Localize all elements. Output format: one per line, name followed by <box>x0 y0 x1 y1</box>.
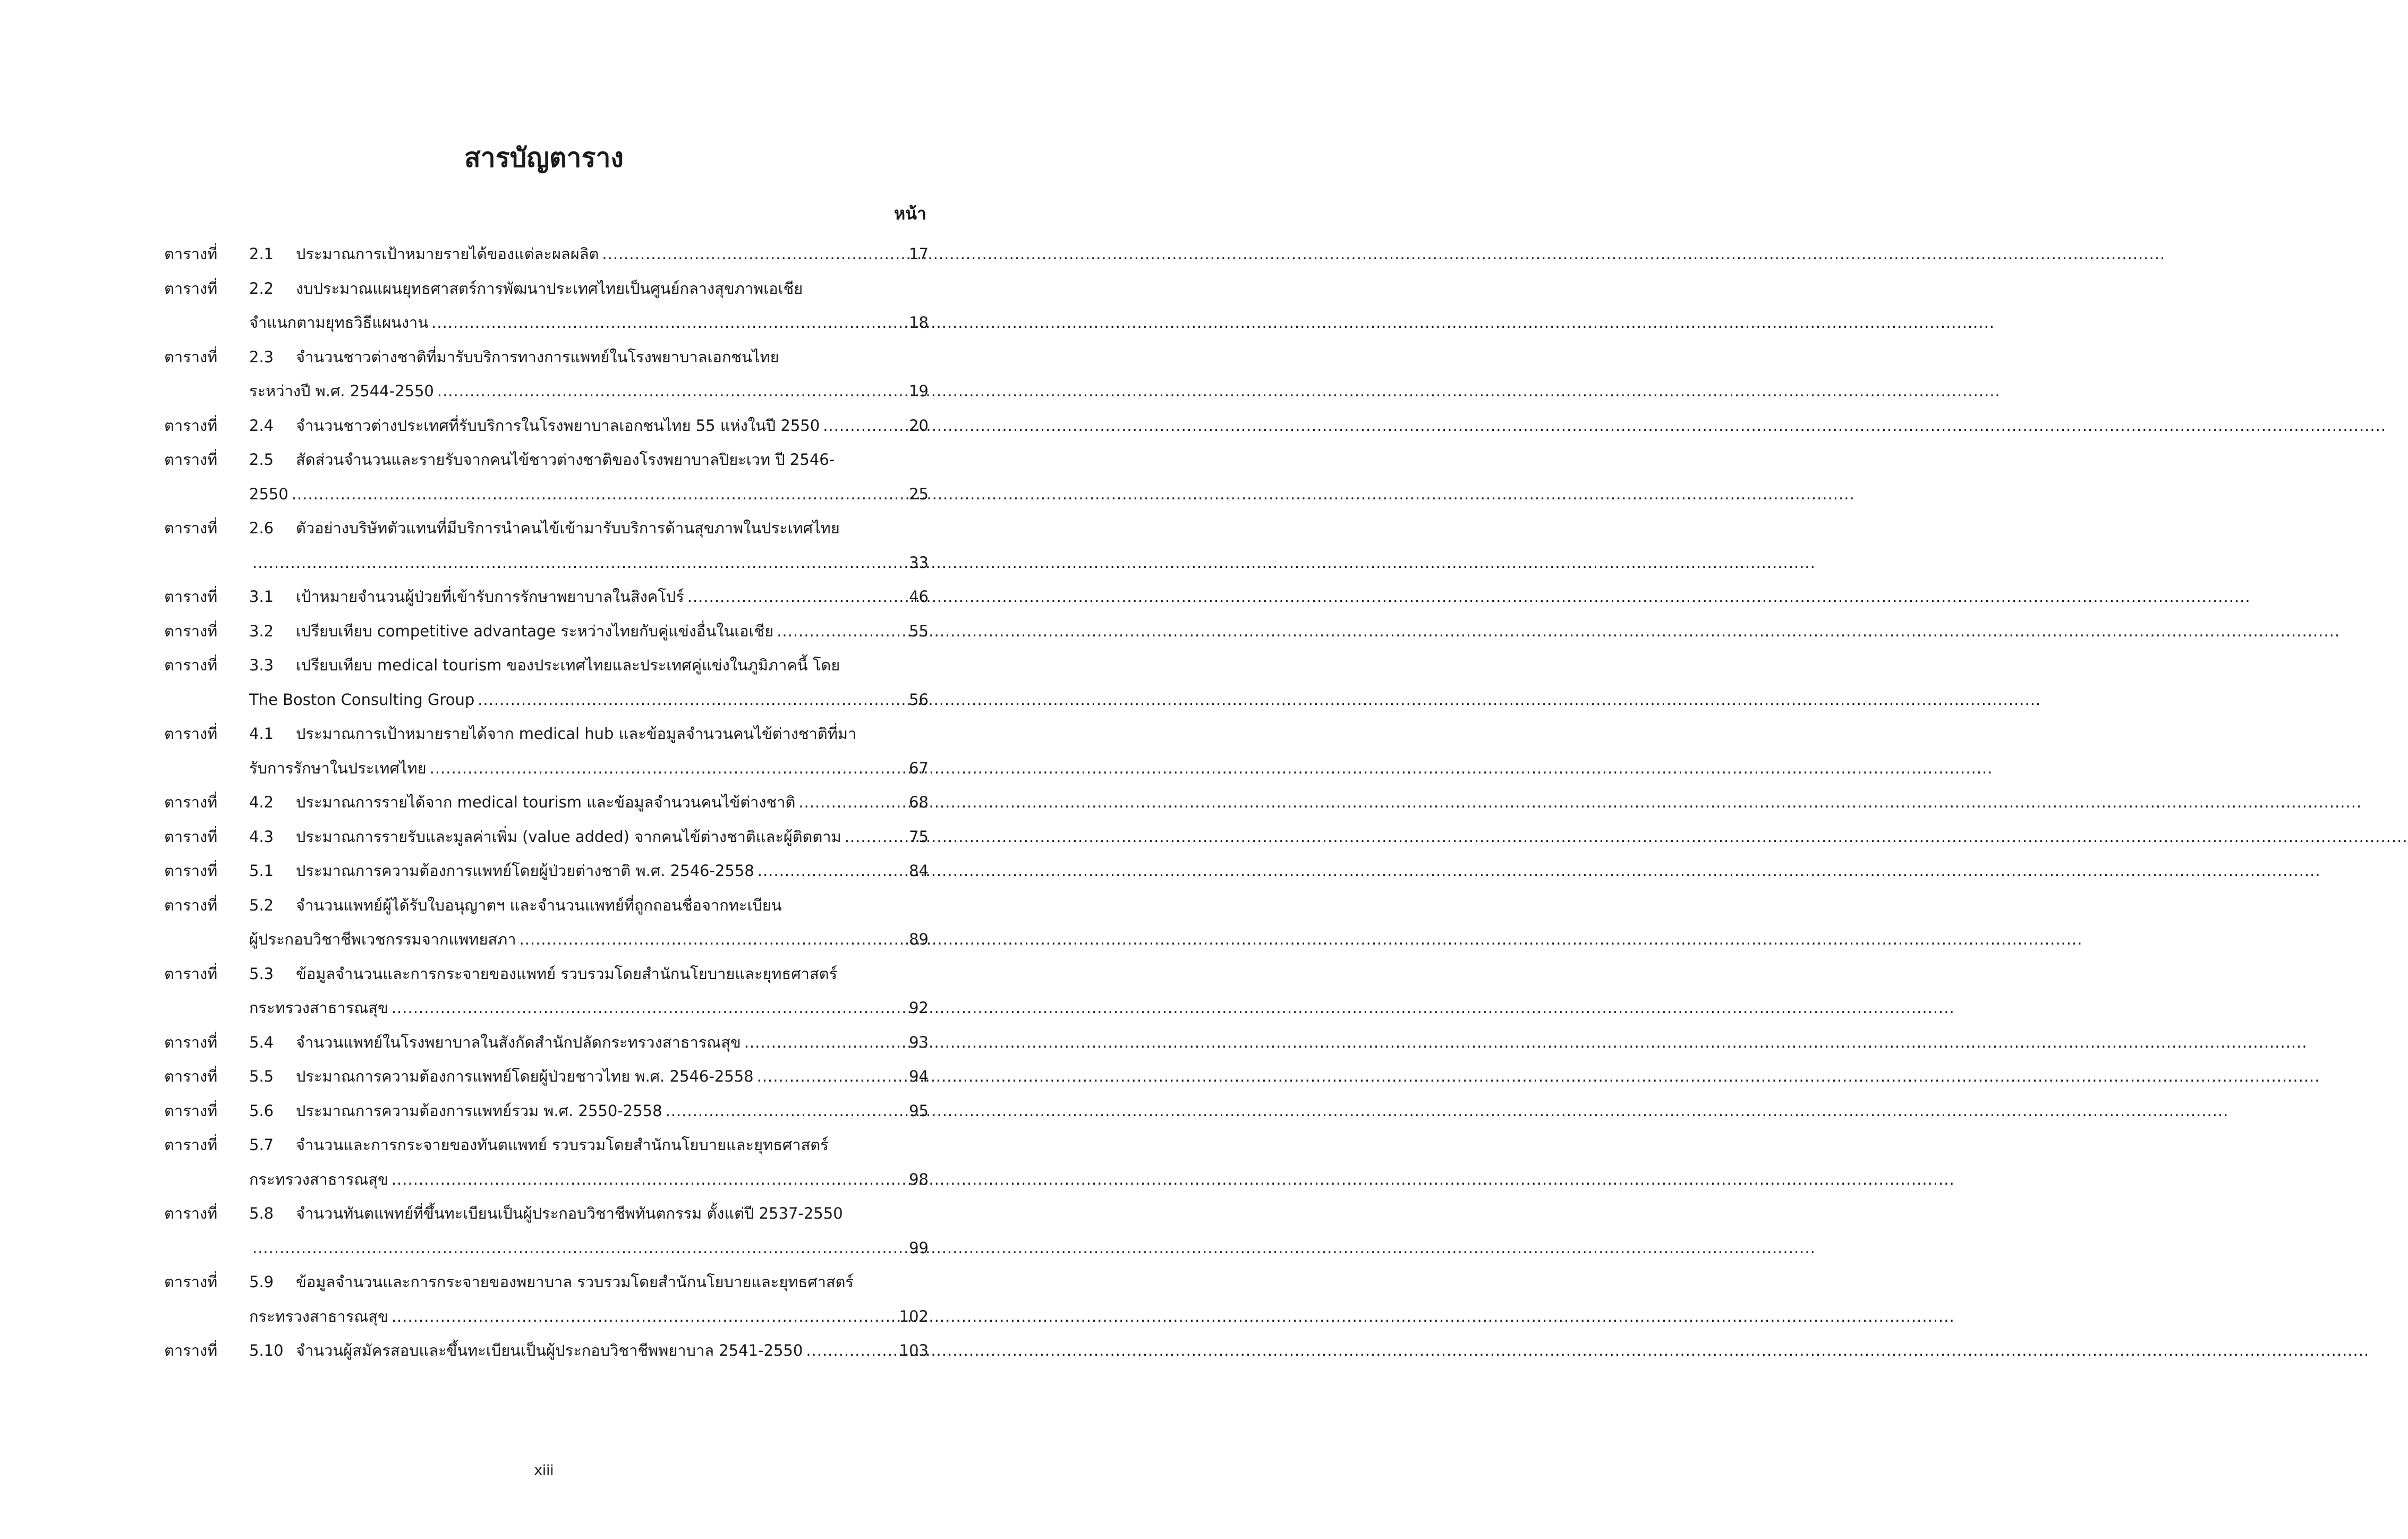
entry-page-number: 84 <box>909 862 929 880</box>
entry-page-number: 92 <box>909 999 929 1017</box>
entry-prefix: ตารางที่ <box>164 347 218 366</box>
entry-page-number: 98 <box>909 1170 929 1188</box>
dot-leader <box>478 683 906 717</box>
toc-entry <box>164 614 929 649</box>
entry-page-number: 19 <box>909 382 929 400</box>
entry-title: จำนวนและการกระจายของทันตแพทย์ รวบรวมโดยสำนักนโยบายและยุทธศาสตร์ <box>296 1136 829 1154</box>
dot-leader <box>845 820 906 854</box>
toc-entry-line <box>164 648 929 683</box>
entry-number: 5.4 <box>249 1033 274 1051</box>
dot-leader <box>430 751 906 786</box>
entry-prefix: ตารางที่ <box>164 1033 218 1051</box>
entry-title: ประมาณการความต้องการแพทย์โดยผู้ป่วยชาวไทย พ.ศ. 2546-2558 <box>296 1067 754 1085</box>
entry-number: 3.1 <box>249 588 274 606</box>
entry-title: ประมาณการความต้องการแพทย์รวม พ.ศ. 2550-2558 <box>296 1101 662 1120</box>
entry-number: 5.1 <box>249 862 274 880</box>
toc-entry-line <box>164 1128 929 1162</box>
entry-title: กระทรวงสาธารณสุข <box>249 1307 388 1325</box>
entry-title: เปรียบเทียบ medical tourism ของประเทศไทยและประเทศคู่แข่งในภูมิภาคนี้ โดย <box>296 656 840 674</box>
entry-prefix: ตารางที่ <box>164 656 218 674</box>
toc-entry <box>164 785 929 820</box>
entry-title: รับการรักษาในประเทศไทย <box>249 759 427 777</box>
entry-prefix: ตารางที่ <box>164 450 218 469</box>
entry-prefix: ตารางที่ <box>164 793 218 811</box>
entry-page-number: 56 <box>909 690 929 709</box>
document-page <box>0 0 1088 1539</box>
toc-entry-line <box>164 1333 929 1368</box>
toc-entry <box>164 1265 929 1333</box>
entry-number: 3.3 <box>249 656 274 674</box>
entry-title: ผู้ประกอบวิชาชีพเวชกรรมจากแพทยสภา <box>249 930 516 948</box>
toc-entry <box>164 1025 929 1060</box>
entry-prefix: ตารางที่ <box>164 279 218 297</box>
entry-prefix: ตารางที่ <box>164 1067 218 1085</box>
toc-entry-line <box>164 271 929 306</box>
dot-leader <box>798 785 906 820</box>
entry-title: ประมาณการรายรับและมูลค่าเพิ่ม (value added) จากคนไข้ต่างชาติและผู้ติดตาม <box>296 827 841 846</box>
toc-entry-line <box>164 1162 929 1197</box>
dot-leader <box>687 580 906 614</box>
entry-title: ระหว่างปี พ.ศ. 2544-2550 <box>249 382 434 400</box>
toc-entry <box>164 1059 929 1094</box>
entry-page-number: 102 <box>899 1307 929 1325</box>
dot-leader <box>666 1094 906 1128</box>
entry-title: จำแนกตามยุทธวิธีแผนงาน <box>249 313 429 331</box>
entry-title: กระทรวงสาธารณสุข <box>249 1170 388 1188</box>
entry-title: ข้อมูลจำนวนและการกระจายของแพทย์ รวบรวมโดยสำนักนโยบายและยุทธศาสตร์ <box>296 964 838 983</box>
toc-entry-line <box>164 1094 929 1128</box>
entry-title: จำนวนชาวต่างชาติที่มารับบริการทางการแพทย์ในโรงพยาบาลเอกชนไทย <box>296 347 779 366</box>
entry-title: ประมาณการเป้าหมายรายได้ของแต่ละผลผลิต <box>296 245 599 263</box>
entry-page-number: 33 <box>909 553 929 572</box>
entry-number: 3.2 <box>249 622 274 640</box>
entry-prefix: ตารางที่ <box>164 862 218 880</box>
toc-entry <box>164 1128 929 1196</box>
entry-page-number: 46 <box>909 588 929 606</box>
dot-leader <box>757 1059 906 1094</box>
toc-entry-line <box>164 1025 929 1060</box>
dot-leader <box>292 477 906 512</box>
entry-number: 5.5 <box>249 1067 274 1085</box>
entry-number: 2.5 <box>249 450 274 469</box>
entry-title: The Boston Consulting Group <box>249 690 475 709</box>
entry-page-number: 103 <box>899 1341 929 1359</box>
entry-number: 4.2 <box>249 793 274 811</box>
dot-leader <box>437 374 906 409</box>
toc-entry-line <box>164 546 929 580</box>
toc-entry-line <box>164 374 929 409</box>
entry-number: 2.4 <box>249 416 274 435</box>
toc-entry-line <box>164 443 929 477</box>
toc-entry-line <box>164 1196 929 1231</box>
entry-number: 5.8 <box>249 1204 274 1222</box>
dot-leader <box>252 546 906 580</box>
toc-entry-line <box>164 477 929 512</box>
entry-title: ประมาณการความต้องการแพทย์โดยผู้ป่วยต่างชาติ พ.ศ. 2546-2558 <box>296 862 754 880</box>
toc-entry-line <box>164 1265 929 1299</box>
toc-entry-line <box>164 580 929 614</box>
dot-leader <box>602 237 906 271</box>
entry-prefix: ตารางที่ <box>164 827 218 846</box>
entry-prefix: ตารางที่ <box>164 725 218 743</box>
toc-entry-line <box>164 614 929 649</box>
entry-title: ประมาณการเป้าหมายรายได้จาก medical hub และข้อมูลจำนวนคนไข้ต่างชาติที่มา <box>296 725 857 743</box>
toc-entry-line <box>164 991 929 1025</box>
toc-entry <box>164 648 929 717</box>
toc-entry-line <box>164 1299 929 1334</box>
entry-prefix: ตารางที่ <box>164 245 218 263</box>
entry-page-number: 20 <box>909 416 929 435</box>
entry-number: 5.2 <box>249 896 274 914</box>
entry-title: ข้อมูลจำนวนและการกระจายของพยาบาล รวบรวมโดยสำนักนโยบายและยุทธศาสตร์ <box>296 1273 854 1291</box>
toc-entry <box>164 717 929 785</box>
toc-entry <box>164 271 929 340</box>
toc-entry <box>164 340 929 409</box>
toc-entry-line <box>164 409 929 443</box>
toc-entry <box>164 1196 929 1265</box>
entry-title: ตัวอย่างบริษัทตัวแทนที่มีบริการนำคนไข้เข้ามารับบริการด้านสุขภาพในประเทศไทย <box>296 519 840 537</box>
entry-title: กระทรวงสาธารณสุข <box>249 999 388 1017</box>
page-column-label: หน้า <box>894 203 926 224</box>
page-title: สารบัญตาราง <box>464 142 624 173</box>
toc-entry <box>164 443 929 511</box>
entry-prefix: ตารางที่ <box>164 1204 218 1222</box>
toc-entry-line <box>164 820 929 854</box>
entry-title: จำนวนผู้สมัครสอบและขึ้นทะเบียนเป็นผู้ประกอบวิชาชีพพยาบาล 2541-2550 <box>296 1341 803 1359</box>
dot-leader <box>744 1025 906 1060</box>
toc-entry <box>164 854 929 888</box>
dot-leader <box>431 305 906 340</box>
toc-entry-line <box>164 340 929 375</box>
toc-entry-line <box>164 1059 929 1094</box>
dot-leader <box>777 614 906 649</box>
entry-number: 5.10 <box>249 1341 284 1359</box>
entry-number: 4.3 <box>249 827 274 846</box>
entry-prefix: ตารางที่ <box>164 1341 218 1359</box>
entry-prefix: ตารางที่ <box>164 416 218 435</box>
entry-number: 5.3 <box>249 964 274 983</box>
toc-entry <box>164 1333 929 1368</box>
entry-page-number: 25 <box>909 484 929 503</box>
entry-prefix: ตารางที่ <box>164 1273 218 1291</box>
dot-leader <box>806 1333 896 1368</box>
entry-title: ประมาณการรายได้จาก medical tourism และข้อมูลจำนวนคนไข้ต่างชาติ <box>296 793 796 811</box>
entry-page-number: 95 <box>909 1101 929 1120</box>
entry-page-number: 17 <box>909 245 929 263</box>
entry-page-number: 93 <box>909 1033 929 1051</box>
entry-title: จำนวนทันตแพทย์ที่ขึ้นทะเบียนเป็นผู้ประกอบวิชาชีพทันตกรรม ตั้งแต่ปี 2537-2550 <box>296 1204 843 1222</box>
dot-leader <box>392 1299 896 1334</box>
entry-number: 5.9 <box>249 1273 274 1291</box>
entry-prefix: ตารางที่ <box>164 964 218 983</box>
entry-title: จำนวนแพทย์ในโรงพยาบาลในสังกัดสำนักปลัดกระทรวงสาธารณสุข <box>296 1033 741 1051</box>
entry-page-number: 75 <box>909 827 929 846</box>
entry-prefix: ตารางที่ <box>164 1136 218 1154</box>
toc-entry <box>164 888 929 957</box>
toc-entry-line <box>164 888 929 923</box>
toc-entry <box>164 1094 929 1128</box>
toc-entry <box>164 511 929 580</box>
entry-number: 5.6 <box>249 1101 274 1120</box>
dot-leader <box>520 922 906 957</box>
entry-title: จำนวนชาวต่างประเทศที่รับบริการในโรงพยาบาลเอกชนไทย 55 แห่งในปี 2550 <box>296 416 820 435</box>
toc-entry-line <box>164 957 929 991</box>
dot-leader <box>392 991 906 1025</box>
toc-entry-line <box>164 683 929 717</box>
entry-prefix: ตารางที่ <box>164 622 218 640</box>
entry-title: สัดส่วนจำนวนและรายรับจากคนไข้ชาวต่างชาติของโรงพยาบาลปิยะเวท ปี 2546- <box>296 450 835 469</box>
entry-title: เป้าหมายจำนวนผู้ป่วยที่เข้ารับการรักษาพยาบาลในสิงคโปร์ <box>296 588 684 606</box>
entry-page-number: 99 <box>909 1238 929 1257</box>
entry-number: 2.6 <box>249 519 274 537</box>
entry-prefix: ตารางที่ <box>164 519 218 537</box>
toc-entry <box>164 820 929 854</box>
toc-entry <box>164 957 929 1025</box>
entry-page-number: 89 <box>909 930 929 948</box>
entry-title: เปรียบเทียบ competitive advantage ระหว่างไทยกับคู่แข่งอื่นในเอเชีย <box>296 622 774 640</box>
dot-leader <box>252 1231 906 1265</box>
toc-entry <box>164 409 929 443</box>
entry-title: จำนวนแพทย์ผู้ได้รับใบอนุญาตฯ และจำนวนแพทย์ที่ถูกถอนชื่อจากทะเบียน <box>296 896 782 914</box>
toc-entry-line <box>164 922 929 957</box>
toc-entry-line <box>164 785 929 820</box>
footer-page-number: xiii <box>534 1463 554 1478</box>
toc-entry <box>164 580 929 614</box>
dot-leader <box>758 854 906 888</box>
entry-prefix: ตารางที่ <box>164 588 218 606</box>
entry-title: 2550 <box>249 484 288 503</box>
entry-page-number: 55 <box>909 622 929 640</box>
toc-entry-line <box>164 854 929 888</box>
entry-page-number: 94 <box>909 1067 929 1085</box>
entry-page-number: 67 <box>909 759 929 777</box>
entry-number: 5.7 <box>249 1136 274 1154</box>
toc-entry-line <box>164 717 929 751</box>
entry-page-number: 68 <box>909 793 929 811</box>
toc-entry-line <box>164 1231 929 1265</box>
dot-leader <box>392 1162 906 1197</box>
entry-number: 2.1 <box>249 245 274 263</box>
toc-entry <box>164 237 929 271</box>
toc-entry-line <box>164 511 929 546</box>
toc-entry-line <box>164 305 929 340</box>
entry-title: งบประมาณแผนยุทธศาสตร์การพัฒนาประเทศไทยเป็นศูนย์กลางสุขภาพเอเชีย <box>296 279 803 297</box>
toc-entry-line <box>164 237 929 271</box>
entry-prefix: ตารางที่ <box>164 1101 218 1120</box>
toc-entry-line <box>164 751 929 786</box>
entry-number: 2.2 <box>249 279 274 297</box>
entry-page-number: 18 <box>909 313 929 331</box>
entry-number: 4.1 <box>249 725 274 743</box>
table-list <box>164 237 929 1368</box>
dot-leader <box>823 409 906 443</box>
entry-number: 2.3 <box>249 347 274 366</box>
entry-prefix: ตารางที่ <box>164 896 218 914</box>
